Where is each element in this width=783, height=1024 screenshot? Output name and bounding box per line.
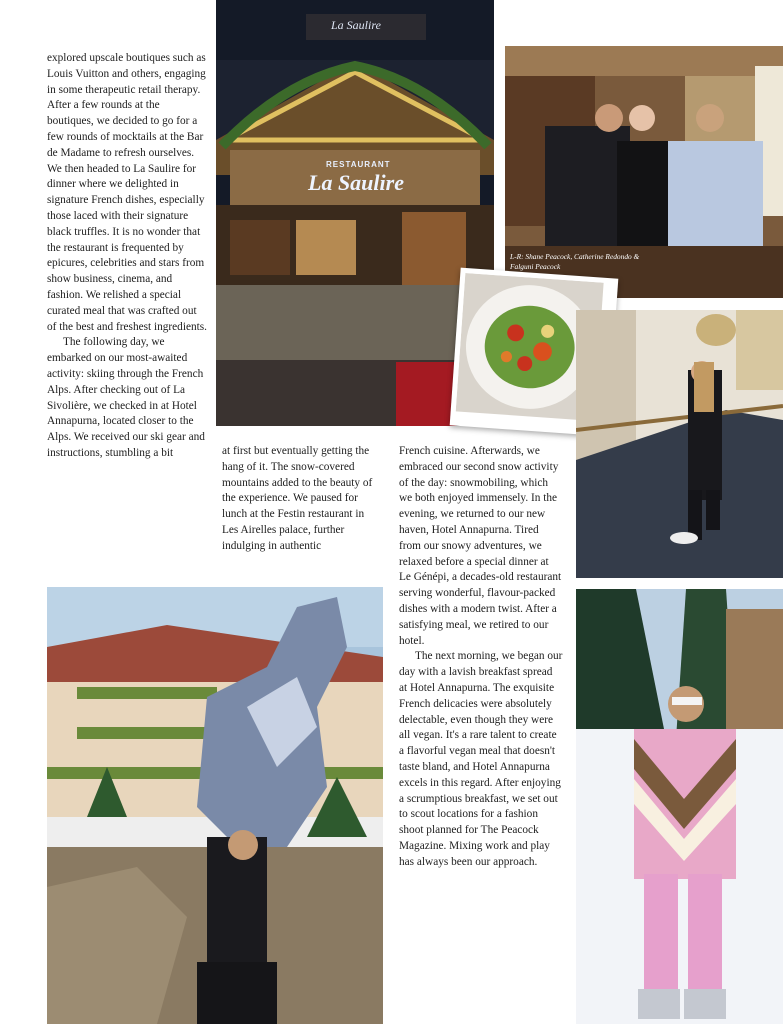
article-paragraph: The next morning, we began our day with a lavish breakfast spread at Hotel Annapurna. The exquisite French delicacies were absolutely delectable, even though they were all vegan. It's a rare talent to create a flavorful vegan meal that doesn't taste bland, and Hotel Annapurna excels in this regard. After enjoying a scrumptious breakfast, we set out to scout locations for a fashion shoot planned for The Peacock Magazine. Mixing work and play has always been our approach. — [399, 650, 563, 868]
restaurant-sign-small: RESTAURANT — [326, 160, 391, 169]
article-column-2 — [222, 444, 382, 555]
restaurant-night-photo — [216, 0, 494, 426]
restaurant-sign-script: La Saulire — [308, 170, 404, 195]
article-paragraph: at first but eventually getting the hang of it. The snow-covered mountains added to the beauty of the experience. We paused for lunch at the Festin restaurant in Les Airelles palace, further indulging in authentic — [222, 445, 373, 552]
group-photo — [505, 46, 783, 298]
roof-sign: La Saulire — [331, 18, 381, 32]
article-paragraph: The following day, we embarked on our most-awaited activity: skiing through the French Alps. After checking out of La Sivolière, we checked in at Hotel Annapurna, located closer to the Alps. We received our ski gear and instructions, stumbling a bit — [47, 336, 205, 459]
article-paragraph: explored upscale boutiques such as Louis Vuitton and others, engaging in some therapeutic retail therapy. After a few rounds at the boutiques, we decided to go for a few rounds of mocktails at the Bar de Madame to refresh ourselves. We then headed to La Saulire for dinner where we delighted in signature French dishes, especially those laced with their signature black truffles. It is no wonder that the restaurant is frequented by epicures, celebrities and stars from show business, cinema, and fashion. We relished a special curated meal that was crafted out of the best and freshest ingredients. — [47, 52, 207, 333]
article-column-3 — [399, 444, 563, 871]
article-column-1 — [47, 51, 208, 462]
article-paragraph: French cuisine. Afterwards, we embraced our second snow activity of the day: snowmobiling, which we both enjoyed immensely. In the evening, we returned to our new haven, Hotel Annapurna. Tired from our snowy adventures, we relaxed before a special dinner at Le Génépi, a decades-old restaurant serving wonderful, flavour-packed dishes with a modern twist. After a satisfying meal, we retired to our hotel. — [399, 445, 562, 647]
photo-caption: L-R: Shane Peacock, Catherine Redondo & Falguni Peacock — [510, 252, 640, 271]
staircase-photo — [576, 310, 783, 578]
sculpture-hotel-photo — [47, 587, 383, 1024]
ski-slope-photo — [576, 589, 783, 1024]
